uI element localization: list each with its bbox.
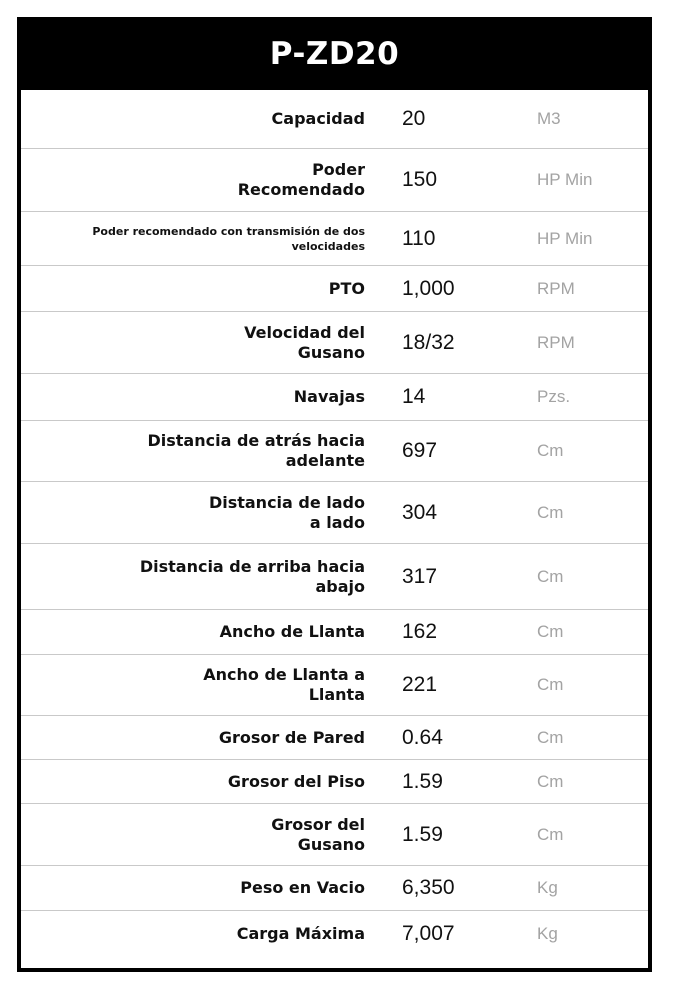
spec-unit: Pzs. xyxy=(537,387,571,406)
spec-value: 1.59 xyxy=(402,822,443,846)
product-title: P-ZD20 xyxy=(269,35,400,72)
spec-label: Grosor de Pared xyxy=(218,727,365,747)
spec-row-distancia-arriba-abajo xyxy=(21,544,648,610)
spec-row-carga-maxima xyxy=(21,911,648,957)
spec-row-ancho-llanta-a-llanta xyxy=(21,655,648,716)
spec-label: Grosor del Gusano xyxy=(271,814,365,854)
spec-value: 0.64 xyxy=(402,725,443,749)
spec-row-navajas xyxy=(21,374,648,421)
spec-row-grosor-pared xyxy=(21,716,648,760)
spec-label: Distancia de arriba hacia abajo xyxy=(139,556,365,596)
spec-label: Ancho de Llanta xyxy=(219,622,365,641)
spec-value: 697 xyxy=(402,439,438,462)
spec-label: Distancia de lado a lado xyxy=(208,492,365,532)
spec-unit: Cm xyxy=(537,771,564,791)
spec-label: Ancho de Llanta a Llanta xyxy=(203,665,365,704)
spec-value: 304 xyxy=(402,500,438,524)
spec-unit: Kg xyxy=(537,878,558,897)
spec-value: 162 xyxy=(402,620,438,643)
spec-unit: Cm xyxy=(537,824,564,844)
spec-label: Poder recomendado con transmisión de dos velocidades xyxy=(92,224,365,253)
spec-row-distancia-atras-adelante xyxy=(21,421,648,482)
spec-label: Poder Recomendado xyxy=(237,160,365,199)
spec-value: 1,000 xyxy=(402,276,455,300)
spec-value: 1.59 xyxy=(402,769,443,793)
spec-row-grosor-piso xyxy=(21,760,648,804)
spec-label: Peso en Vacio xyxy=(240,878,365,897)
spec-value: 221 xyxy=(402,673,438,696)
spec-value: 14 xyxy=(402,385,426,408)
spec-unit: HP Min xyxy=(537,170,593,189)
spec-value: 150 xyxy=(402,168,438,191)
spec-unit: Cm xyxy=(537,566,564,586)
spec-value: 6,350 xyxy=(402,876,455,899)
spec-row-ancho-llanta xyxy=(21,610,648,655)
spec-unit: Cm xyxy=(537,675,564,694)
spec-label: Capacidad xyxy=(271,109,365,128)
spec-unit: Kg xyxy=(537,924,558,943)
spec-row-distancia-lado-lado xyxy=(21,482,648,544)
title-bar xyxy=(17,17,652,90)
spec-value: 110 xyxy=(402,226,436,250)
spec-label: Carga Máxima xyxy=(236,924,365,943)
spec-label: Distancia de atrás hacia adelante xyxy=(147,431,365,470)
spec-row-peso-vacio xyxy=(21,866,648,911)
spec-unit: RPM xyxy=(537,278,575,298)
spec-sheet xyxy=(17,17,652,972)
spec-value: 20 xyxy=(402,107,426,130)
spec-label: Grosor del Piso xyxy=(227,771,365,791)
spec-unit: HP Min xyxy=(537,228,593,248)
spec-unit: Cm xyxy=(537,727,564,747)
spec-label: Velocidad del Gusano xyxy=(244,322,365,362)
spec-row-capacidad xyxy=(21,90,648,149)
spec-label: PTO xyxy=(328,278,365,298)
spec-value: 7,007 xyxy=(402,922,455,945)
spec-unit: Cm xyxy=(537,622,564,641)
spec-value: 18/32 xyxy=(402,330,455,354)
spec-unit: M3 xyxy=(537,109,561,128)
spec-row-velocidad-gusano xyxy=(21,312,648,374)
spec-row-grosor-gusano xyxy=(21,804,648,866)
spec-unit: Cm xyxy=(537,502,564,522)
spec-unit: RPM xyxy=(537,332,575,352)
spec-value: 317 xyxy=(402,564,438,588)
spec-unit: Cm xyxy=(537,441,564,460)
spec-label: Navajas xyxy=(293,387,365,406)
spec-row-pto xyxy=(21,266,648,312)
spec-row-poder-recomendado xyxy=(21,149,648,212)
spec-row-poder-dos-velocidades xyxy=(21,212,648,266)
